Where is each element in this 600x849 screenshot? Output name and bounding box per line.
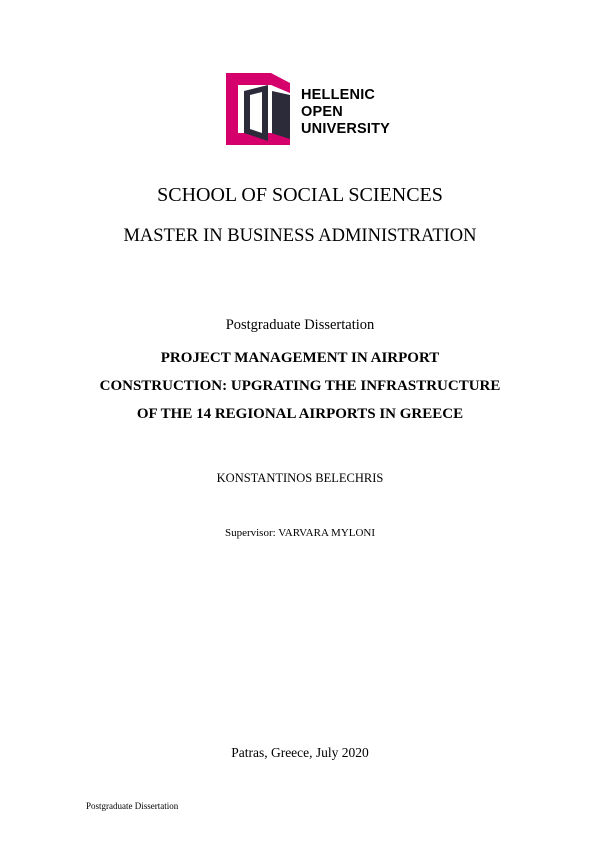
title-line-3: OF THE 14 REGIONAL AIRPORTS IN GREECE	[136, 406, 464, 422]
author-name: KONSTANTINOS BELECHRIS	[216, 471, 384, 485]
university-logo	[224, 71, 394, 147]
program-name: MASTER IN BUSINESS ADMINISTRATION	[123, 226, 477, 246]
title-line-2: CONSTRUCTION: UPGRATING THE INFRASTRUCTURE	[99, 378, 501, 394]
logo-line-university: UNIVERSITY	[301, 121, 391, 137]
logo-line-open: OPEN	[301, 104, 343, 120]
page-footer: Postgraduate Dissertation	[86, 801, 179, 811]
university-name	[301, 87, 390, 138]
place-and-date: Patras, Greece, July 2020	[231, 745, 369, 760]
logo-line-hellenic: HELLENIC	[301, 87, 376, 103]
document-type: Postgraduate Dissertation	[225, 317, 375, 333]
supervisor-name: Supervisor: VARVARA MYLONI	[224, 527, 376, 539]
school-name: SCHOOL OF SOCIAL SCIENCES	[157, 184, 443, 206]
title-line-1: PROJECT MANAGEMENT IN AIRPORT	[160, 350, 440, 366]
hellenic-open-university-emblem-icon	[224, 71, 294, 147]
